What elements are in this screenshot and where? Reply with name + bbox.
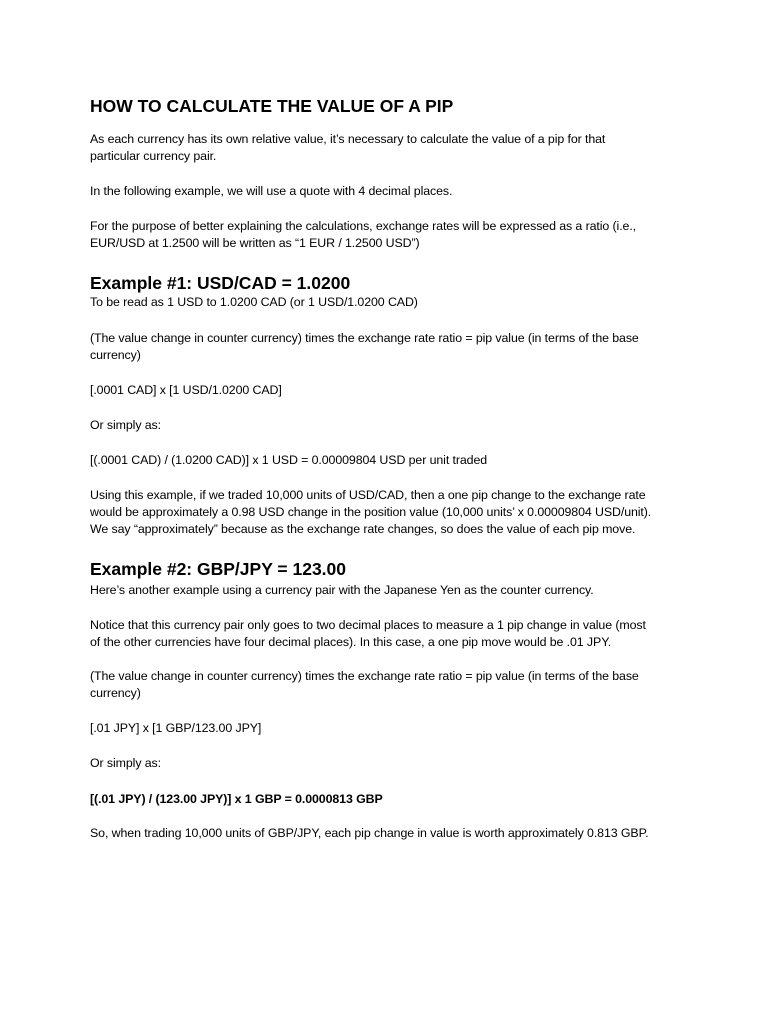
example-2-formula-line-2: currency)	[90, 686, 141, 700]
example-2-result: [(.01 JPY) / (123.00 JPY)] x 1 GBP = 0.0000813 GBP	[90, 792, 383, 806]
example-1-heading: Example #1: USD/CAD = 1.0200	[90, 273, 351, 293]
intro-paragraph-1-line-2: particular currency pair.	[90, 149, 217, 163]
example-1-result: [(.0001 CAD) / (1.0200 CAD)] x 1 USD = 0.00009804 USD per unit traded	[90, 453, 488, 467]
intro-paragraph-1-line-1: As each currency has its own relative value, it’s necessary to calculate the value of a pip for that	[90, 132, 606, 146]
example-2-formula-line-1: (The value change in counter currency) times the exchange rate ratio = pip value (in terms of the base	[90, 669, 639, 683]
example-1-calculation: [.0001 CAD] x [1 USD/1.0200 CAD]	[90, 383, 282, 397]
example-2-or-simply: Or simply as:	[90, 756, 161, 770]
intro-paragraph-3-line-1: For the purpose of better explaining the calculations, exchange rates will be expressed as a ratio (i.e.,	[90, 219, 637, 233]
example-2-calculation: [.01 JPY] x [1 GBP/123.00 JPY]	[90, 721, 262, 735]
example-1-formula-line-1: (The value change in counter currency) times the exchange rate ratio = pip value (in terms of the base	[90, 331, 639, 345]
example-1-usage-line-1: Using this example, if we traded 10,000 units of USD/CAD, then a one pip change to the exchange rate	[90, 488, 646, 502]
page-title: HOW TO CALCULATE THE VALUE OF A PIP	[90, 96, 454, 116]
example-1-or-simply: Or simply as:	[90, 418, 161, 432]
example-1-usage-line-3: We say “approximately” because as the exchange rate changes, so does the value of each pip move.	[90, 522, 636, 536]
example-2-heading: Example #2: GBP/JPY = 123.00	[90, 559, 347, 579]
intro-paragraph-2: In the following example, we will use a quote with 4 decimal places.	[90, 184, 453, 198]
intro-paragraph-3-line-2: EUR/USD at 1.2500 will be written as “1 EUR / 1.2500 USD”)	[90, 236, 420, 250]
example-2-conclusion: So, when trading 10,000 units of GBP/JPY, each pip change in value is worth approximately 0.813 GBP.	[90, 826, 649, 840]
example-2-notice-line-1: Notice that this currency pair only goes to two decimal places to measure a 1 pip change in value (most	[90, 618, 646, 632]
example-2-intro: Here’s another example using a currency pair with the Japanese Yen as the counter currency.	[90, 583, 594, 597]
example-2-notice-line-2: of the other currencies have four decimal places). In this case, a one pip move would be .01 JPY.	[90, 635, 612, 649]
example-1-read-as: To be read as 1 USD to 1.0200 CAD (or 1 USD/1.0200 CAD)	[90, 295, 418, 309]
example-1-usage-line-2: would be approximately a 0.98 USD change in the position value (10,000 units’ x 0.00009804 USD/unit).	[90, 505, 652, 519]
example-1-formula-line-2: currency)	[90, 348, 141, 362]
